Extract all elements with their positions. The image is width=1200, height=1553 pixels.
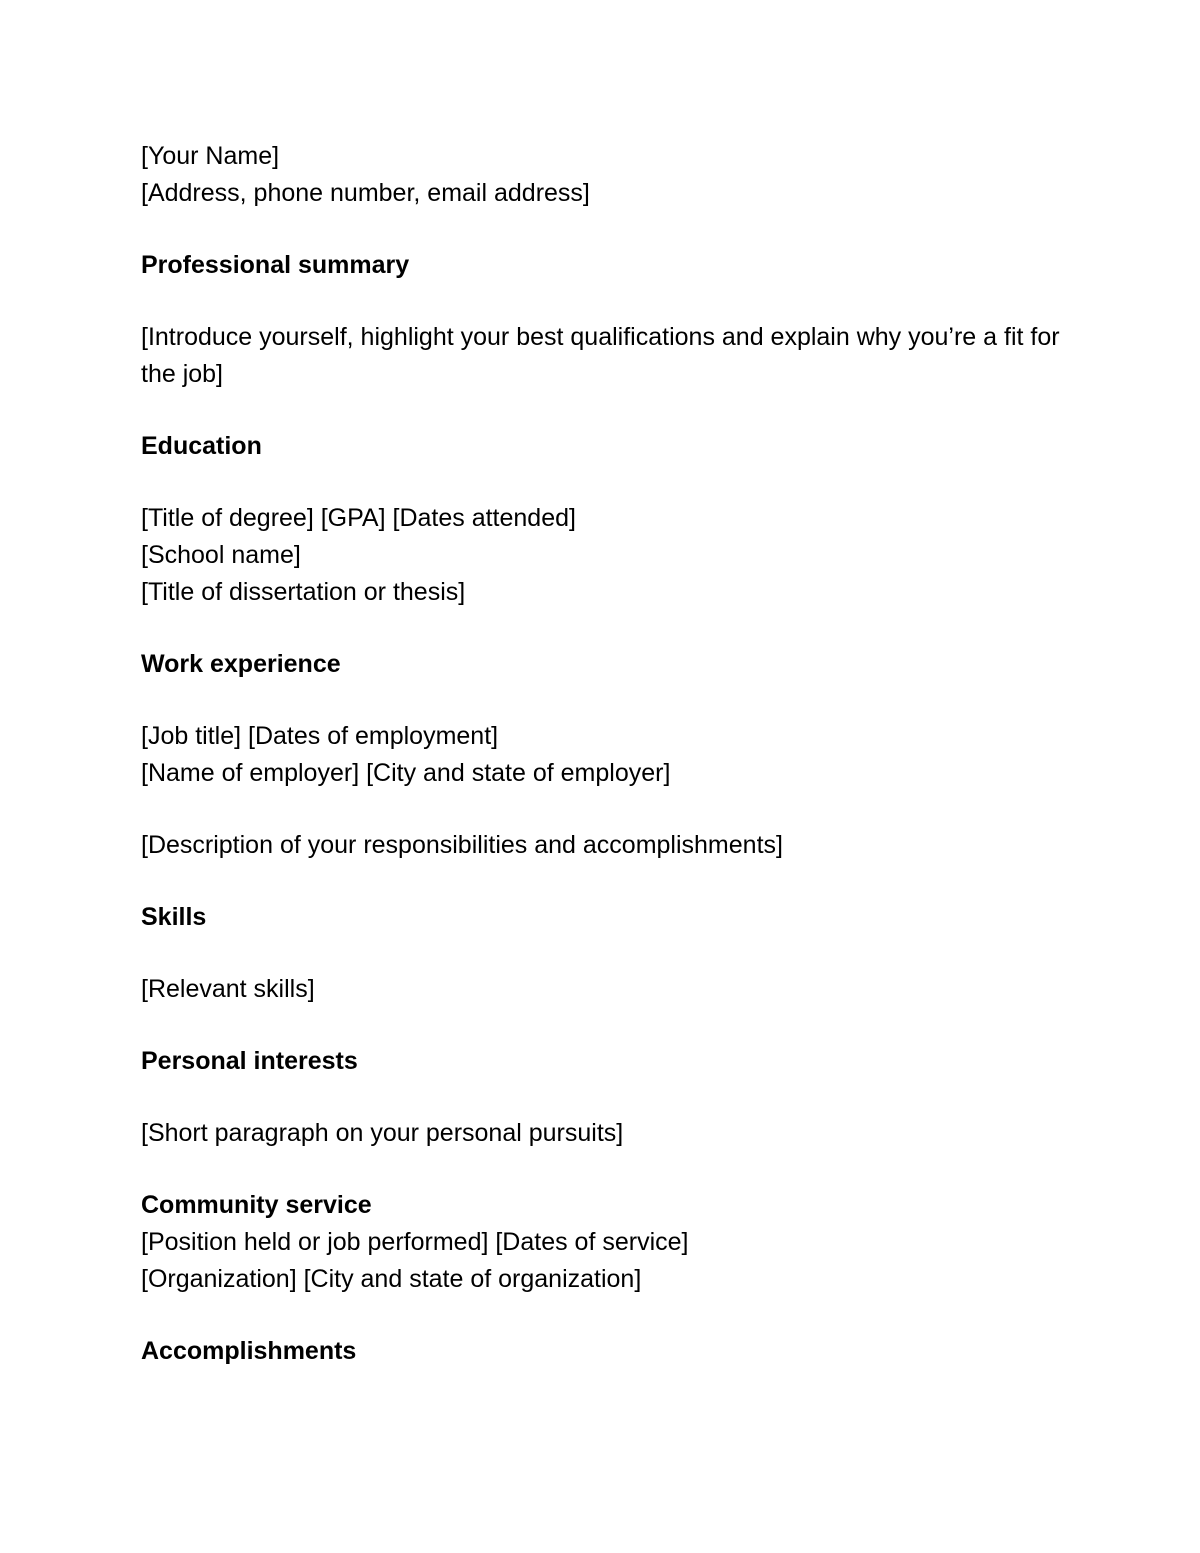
name-placeholder: [Your Name] [141,142,280,170]
education-heading: Education [141,432,262,460]
education-line: [School name] [141,541,301,569]
community-service-line: [Organization] [City and state of organization] [141,1265,642,1293]
education-line: [Title of degree] [GPA] [Dates attended] [141,504,576,532]
community-service-section [141,1187,1071,1298]
resume-body [141,138,1071,1370]
education-section [141,428,1071,611]
contact-placeholder: [Address, phone number, email address] [141,179,590,207]
professional-summary-text: [Introduce yourself, highlight your best qualifications and explain why you’re a fit for the job] [141,323,1067,388]
work-experience-heading: Work experience [141,650,341,678]
work-experience-line: [Job title] [Dates of employment] [141,722,499,750]
personal-interests-text: [Short paragraph on your personal pursuits] [141,1119,624,1147]
community-service-heading: Community service [141,1191,372,1219]
resume-header [141,138,1071,212]
skills-heading: Skills [141,903,207,931]
accomplishments-section [141,1333,1071,1370]
accomplishments-heading: Accomplishments [141,1337,357,1365]
personal-interests-section [141,1043,1071,1152]
professional-summary-heading: Professional summary [141,251,410,279]
community-service-line: [Position held or job performed] [Dates of service] [141,1228,689,1256]
work-experience-line: [Name of employer] [City and state of employer] [141,759,671,787]
skills-section [141,899,1071,1008]
personal-interests-heading: Personal interests [141,1047,358,1075]
education-line: [Title of dissertation or thesis] [141,578,466,606]
professional-summary-section [141,247,1071,393]
skills-text: [Relevant skills] [141,975,315,1003]
work-experience-section [141,646,1071,864]
work-experience-description: [Description of your responsibilities and accomplishments] [141,831,783,859]
